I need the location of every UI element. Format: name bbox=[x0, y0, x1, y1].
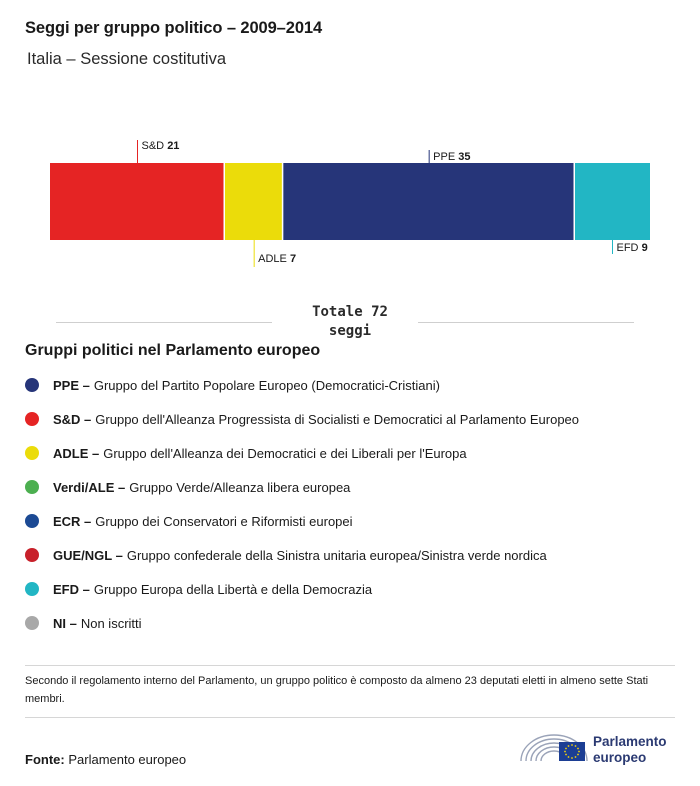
total-seats bbox=[275, 303, 425, 341]
legend-abbr: Verdi/ALE – bbox=[53, 479, 126, 495]
legend-item bbox=[25, 538, 579, 572]
legend-item bbox=[25, 436, 579, 470]
legend bbox=[25, 368, 579, 640]
parliament-logo bbox=[519, 727, 689, 767]
total-seats-line2: seggi bbox=[328, 323, 372, 339]
logo-text bbox=[593, 734, 667, 766]
legend-dot-icon bbox=[25, 378, 39, 392]
legend-desc: Gruppo Europa della Libertà e della Democrazia bbox=[93, 581, 373, 597]
legend-dot-icon bbox=[25, 446, 39, 460]
legend-desc: Gruppo Verde/Alleanza libera europea bbox=[129, 479, 351, 495]
legend-dot-icon bbox=[25, 616, 39, 630]
logo-text-line1: Parlamento bbox=[593, 734, 667, 749]
legend-item bbox=[25, 572, 579, 606]
legend-dot-icon bbox=[25, 582, 39, 596]
total-divider-left bbox=[56, 322, 272, 323]
logo-text-line2: europeo bbox=[593, 750, 647, 765]
source bbox=[25, 752, 186, 767]
legend-heading: Gruppi politici nel Parlamento europeo bbox=[25, 342, 321, 359]
legend-item bbox=[25, 470, 579, 504]
bar-segment-s-d bbox=[50, 163, 224, 240]
legend-dot-icon bbox=[25, 480, 39, 494]
legend-item bbox=[25, 606, 579, 640]
stacked-bar-chart bbox=[0, 130, 700, 275]
source-label: Fonte: bbox=[25, 752, 65, 767]
legend-desc: Gruppo del Partito Popolare Europeo (Democratici-Cristiani) bbox=[93, 377, 440, 393]
legend-abbr: PPE – bbox=[53, 377, 90, 393]
bar-segment-ppe bbox=[283, 163, 573, 240]
legend-abbr: ADLE – bbox=[53, 445, 100, 461]
legend-abbr: ECR – bbox=[53, 513, 92, 529]
total-seats-line1: Totale 72 bbox=[312, 304, 388, 320]
bar-segment-efd bbox=[575, 163, 650, 240]
bar-segment-adle bbox=[225, 163, 282, 240]
divider bbox=[25, 717, 675, 718]
legend-abbr: EFD – bbox=[53, 581, 90, 597]
bar-data-label: S&D 21 bbox=[141, 140, 180, 152]
total-divider-right bbox=[418, 322, 634, 323]
source-value: Parlamento europeo bbox=[68, 752, 187, 767]
bar-data-label: EFD 9 bbox=[616, 242, 648, 254]
legend-dot-icon bbox=[25, 412, 39, 426]
legend-item bbox=[25, 368, 579, 402]
hemicycle-icon bbox=[519, 727, 589, 767]
bar-data-label: ADLE 7 bbox=[258, 253, 297, 265]
bar-data-label: PPE 35 bbox=[433, 151, 471, 163]
legend-item bbox=[25, 402, 579, 436]
legend-abbr: NI – bbox=[53, 615, 77, 631]
legend-dot-icon bbox=[25, 548, 39, 562]
legend-dot-icon bbox=[25, 514, 39, 528]
footnote: Secondo il regolamento interno del Parlamento, un gruppo politico è composto da almeno 23 deputati eletti in almeno sette Stati membri. bbox=[25, 675, 649, 705]
legend-abbr: S&D – bbox=[53, 411, 92, 427]
legend-desc: Gruppo dell'Alleanza dei Democratici e dei Liberali per l'Europa bbox=[103, 445, 467, 461]
divider bbox=[25, 665, 675, 666]
legend-abbr: GUE/NGL – bbox=[53, 547, 123, 563]
legend-desc: Gruppo dell'Alleanza Progressista di Socialisti e Democratici al Parlamento Europeo bbox=[95, 411, 580, 427]
legend-item bbox=[25, 504, 579, 538]
total-row bbox=[0, 300, 700, 344]
chart-subtitle: Italia – Sessione costitutiva bbox=[27, 50, 227, 68]
chart-title: Seggi per gruppo politico – 2009–2014 bbox=[25, 19, 323, 37]
legend-desc: Gruppo dei Conservatori e Riformisti europei bbox=[95, 513, 353, 529]
legend-desc: Non iscritti bbox=[80, 615, 142, 631]
legend-desc: Gruppo confederale della Sinistra unitaria europea/Sinistra verde nordica bbox=[126, 547, 547, 563]
